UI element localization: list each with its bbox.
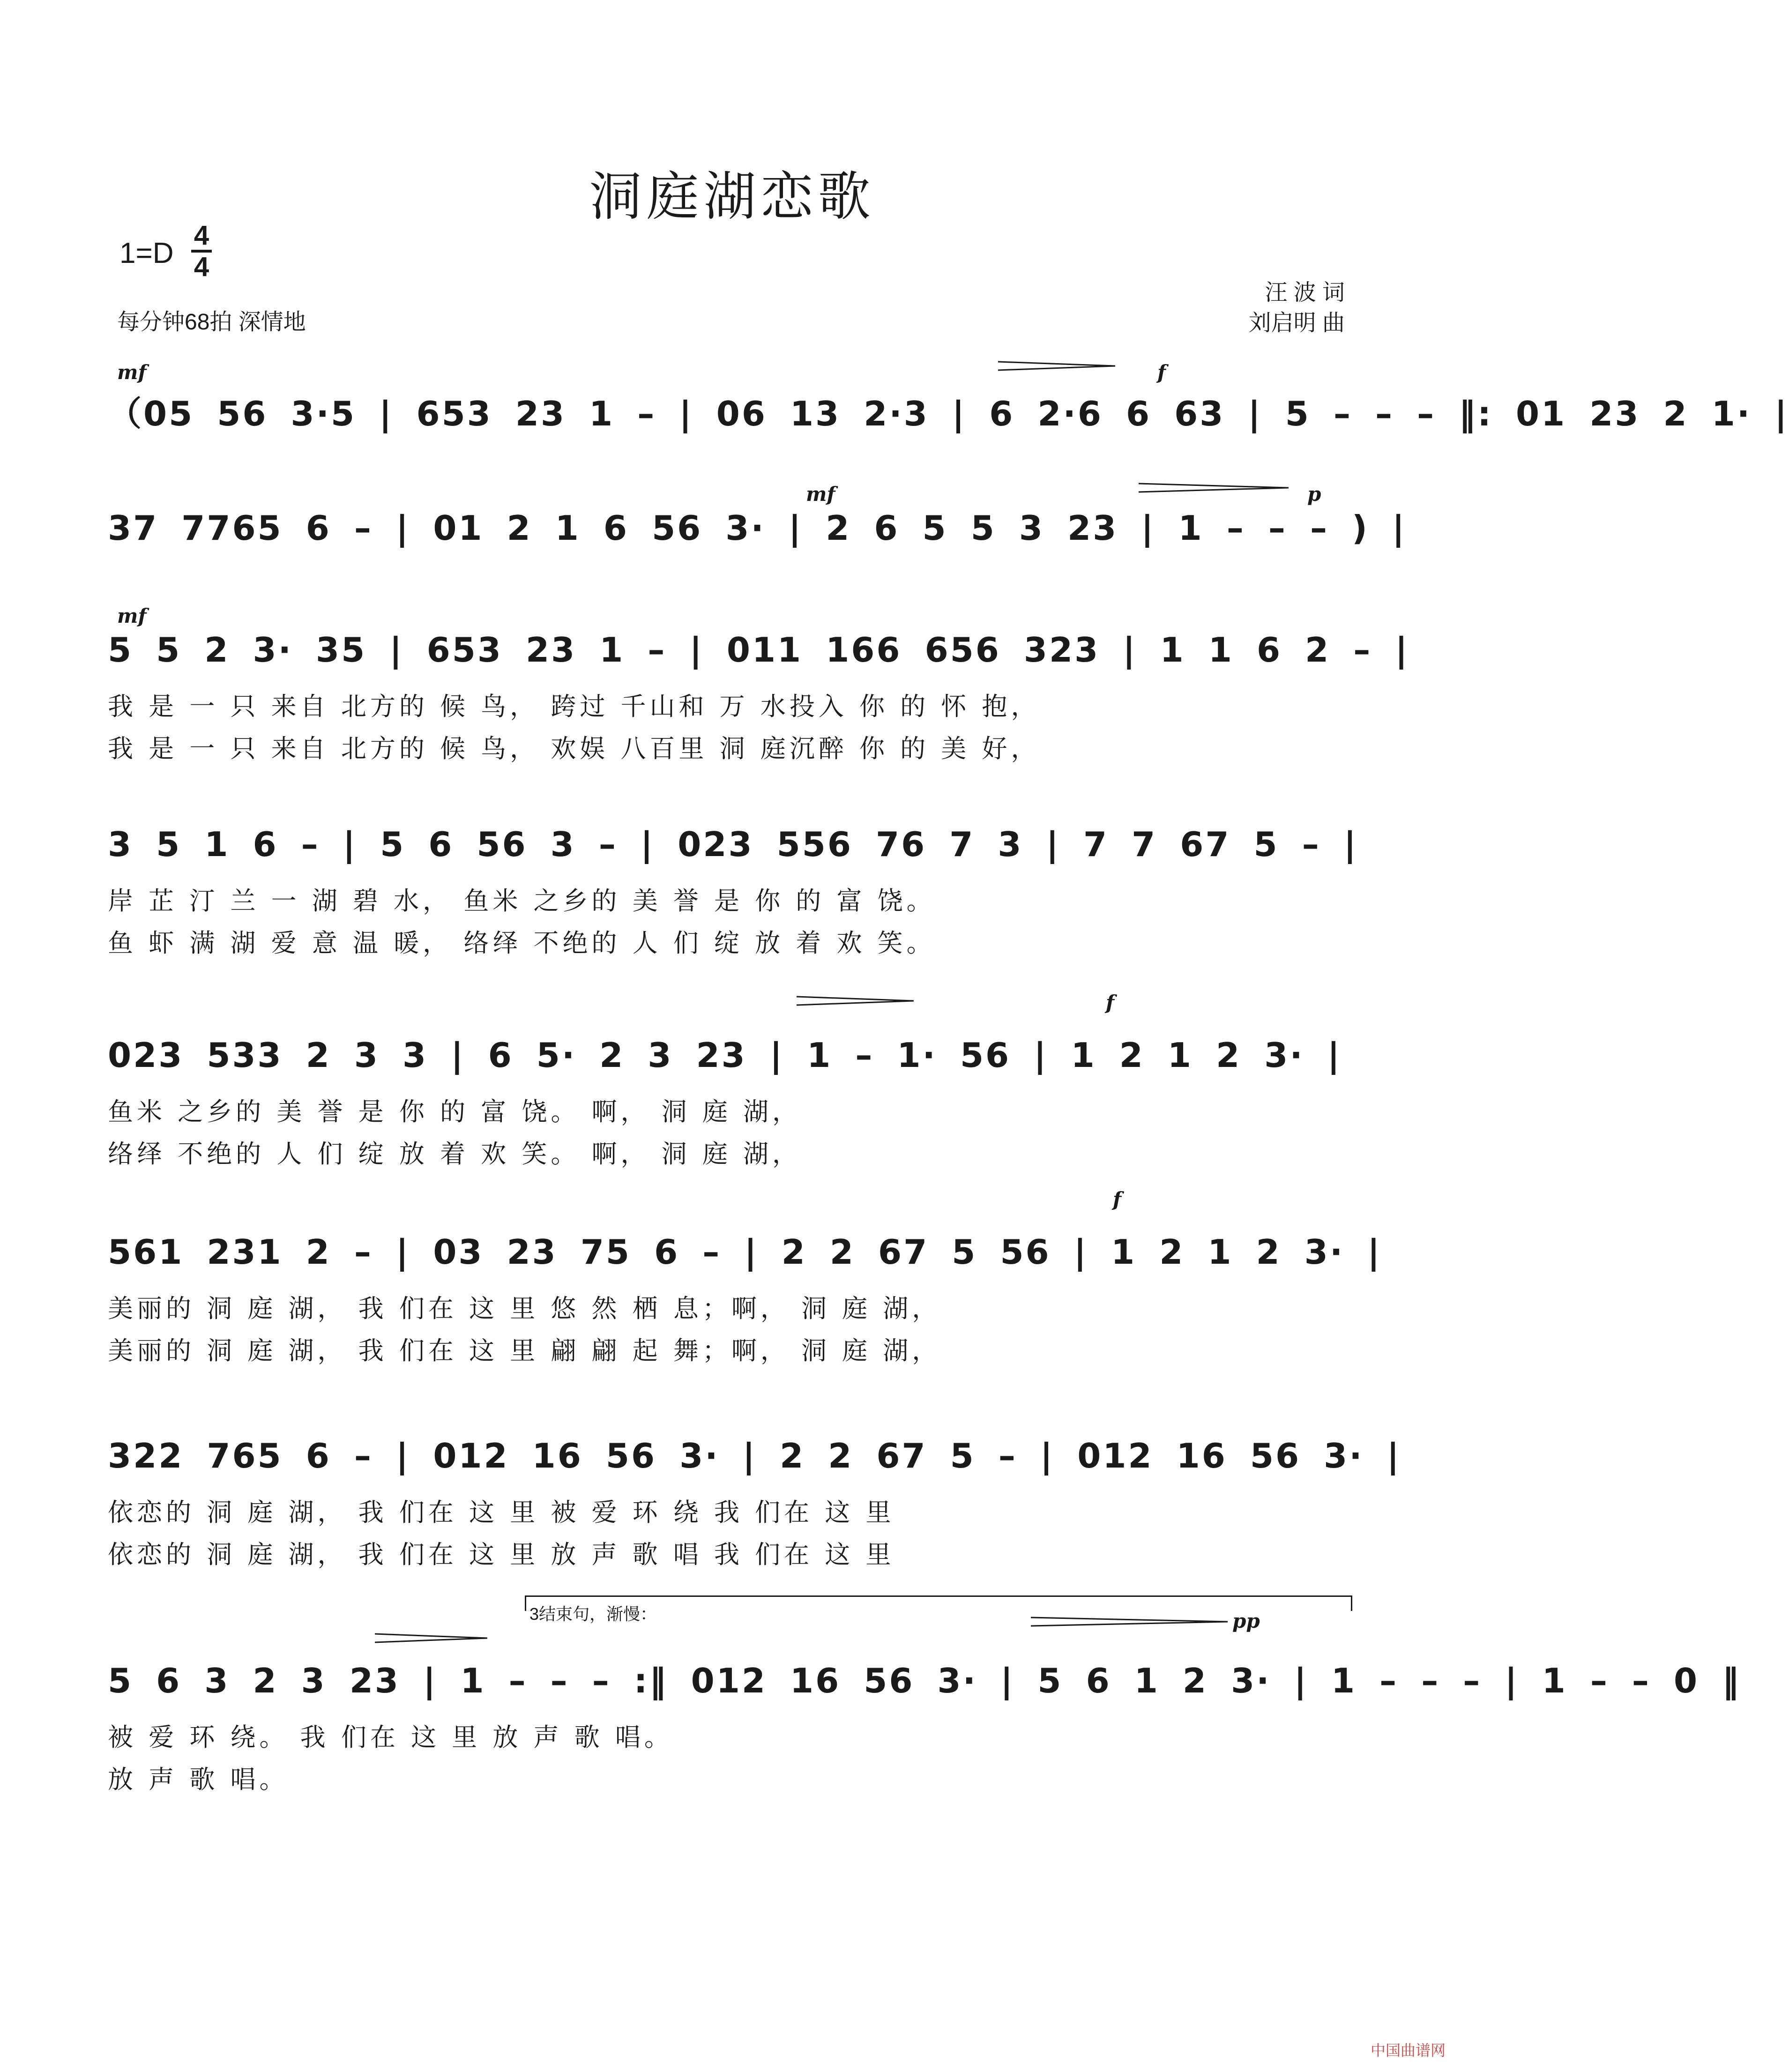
lyric-verse-2: 依恋的 洞 庭 湖， 我 们在 这 里 放 声 歌 唱 我 们在 这 里 bbox=[108, 1540, 895, 1569]
notation-line: 023 533 2 3 3 | 6 5· 2 3 23 | 1 – 1· 56 | 1 2 1 2 3· | bbox=[108, 1036, 1342, 1075]
site-watermark: 中国曲谱网 bbox=[1370, 2042, 1446, 2059]
decrescendo-hairpin bbox=[797, 996, 914, 1006]
lyric-verse-2: 络绎 不绝的 人 们 绽 放 着 欢 笑。 啊， 洞 庭 湖， bbox=[108, 1139, 801, 1169]
time-signature-bottom: 4 bbox=[194, 252, 209, 283]
composer-credit: 刘启明 曲 bbox=[1248, 311, 1345, 335]
dynamic-f: f bbox=[1113, 1188, 1122, 1211]
volta-label: 3结束句，渐慢： bbox=[529, 1604, 657, 1624]
notation-line: 561 231 2 – | 03 23 75 6 – | 2 2 67 5 56 | 1 2 1 2 3· | bbox=[108, 1232, 1382, 1272]
notation-line: 5 5 2 3· 35 | 653 23 1 – | 011 166 656 323 | 1 1 6 2 – | bbox=[108, 630, 1409, 670]
dynamic-f: f bbox=[1106, 991, 1115, 1014]
notation-line: 322 765 6 – | 012 16 56 3· | 2 2 67 5 – | 012 16 56 3· | bbox=[108, 1436, 1401, 1476]
lyric-verse-1: 美丽的 洞 庭 湖， 我 们在 这 里 悠 然 栖 息；啊， 洞 庭 湖， bbox=[108, 1294, 941, 1323]
lyric-verse-2: 鱼 虾 满 湖 爱 意 温 暖， 络绎 不绝的 人 们 绽 放 着 欢 笑。 bbox=[108, 928, 936, 958]
lyric-verse-1: 我 是 一 只 来自 北方的 候 鸟， 跨过 千山和 万 水投入 你 的 怀 抱， bbox=[108, 692, 1040, 721]
decrescendo-hairpin bbox=[1139, 483, 1289, 493]
notation-line: （05 56 3·5 | 653 23 1 – | 06 13 2·3 | 6 2·6 6 63 | 5 – – – ‖: 01 23 2 1· | bbox=[108, 394, 1789, 433]
tempo-marking: 每分钟68拍 深情地 bbox=[117, 310, 306, 335]
decrescendo-hairpin bbox=[998, 361, 1115, 371]
dynamic-pp: pp bbox=[1232, 1610, 1260, 1632]
lyric-verse-1: 被 爱 环 绕。 我 们在 这 里 放 声 歌 唱。 bbox=[108, 1722, 673, 1752]
lyric-verse-2: 我 是 一 只 来自 北方的 候 鸟， 欢娱 八百里 洞 庭沉醉 你 的 美 好， bbox=[108, 734, 1040, 763]
dynamic-mf: mf bbox=[117, 361, 147, 384]
notation-line: 3 5 1 6 – | 5 6 56 3 – | 023 556 76 7 3 | 7 7 67 5 – | bbox=[108, 825, 1358, 864]
lyric-verse-1: 依恋的 洞 庭 湖， 我 们在 这 里 被 爱 环 绕 我 们在 这 里 bbox=[108, 1498, 895, 1527]
dynamic-mf: mf bbox=[117, 604, 147, 627]
dynamic-mf: mf bbox=[806, 483, 835, 506]
notation-line: 37 7765 6 – | 01 2 1 6 56 3· | 2 6 5 5 3 23 | 1 – – – ) | bbox=[108, 508, 1407, 548]
key-signature: 1=D bbox=[119, 237, 174, 269]
dynamic-p: p bbox=[1307, 483, 1321, 506]
decrescendo-hairpin bbox=[1031, 1617, 1228, 1627]
lyricist-credit: 汪 波 词 bbox=[1265, 280, 1345, 305]
song-title: 洞庭湖恋歌 bbox=[589, 166, 875, 227]
decrescendo-hairpin bbox=[375, 1633, 487, 1643]
dynamic-f: f bbox=[1157, 361, 1166, 384]
lyric-verse-2: 美丽的 洞 庭 湖， 我 们在 这 里 翩 翩 起 舞；啊， 洞 庭 湖， bbox=[108, 1336, 941, 1365]
notation-line: 5 6 3 2 3 23 | 1 – – – :‖ 012 16 56 3· | 5 6 1 2 3· | 1 – – – | 1 – – 0 ‖ bbox=[108, 1661, 1741, 1700]
lyric-verse-1: 鱼米 之乡的 美 誉 是 你 的 富 饶。 啊， 洞 庭 湖， bbox=[108, 1097, 801, 1126]
lyric-verse-2: 放 声 歌 唱。 bbox=[108, 1765, 289, 1794]
time-signature-top: 4 bbox=[194, 220, 209, 251]
lyric-verse-1: 岸 芷 汀 兰 一 湖 碧 水， 鱼米 之乡的 美 誉 是 你 的 富 饶。 bbox=[108, 886, 936, 916]
time-signature bbox=[191, 220, 212, 283]
